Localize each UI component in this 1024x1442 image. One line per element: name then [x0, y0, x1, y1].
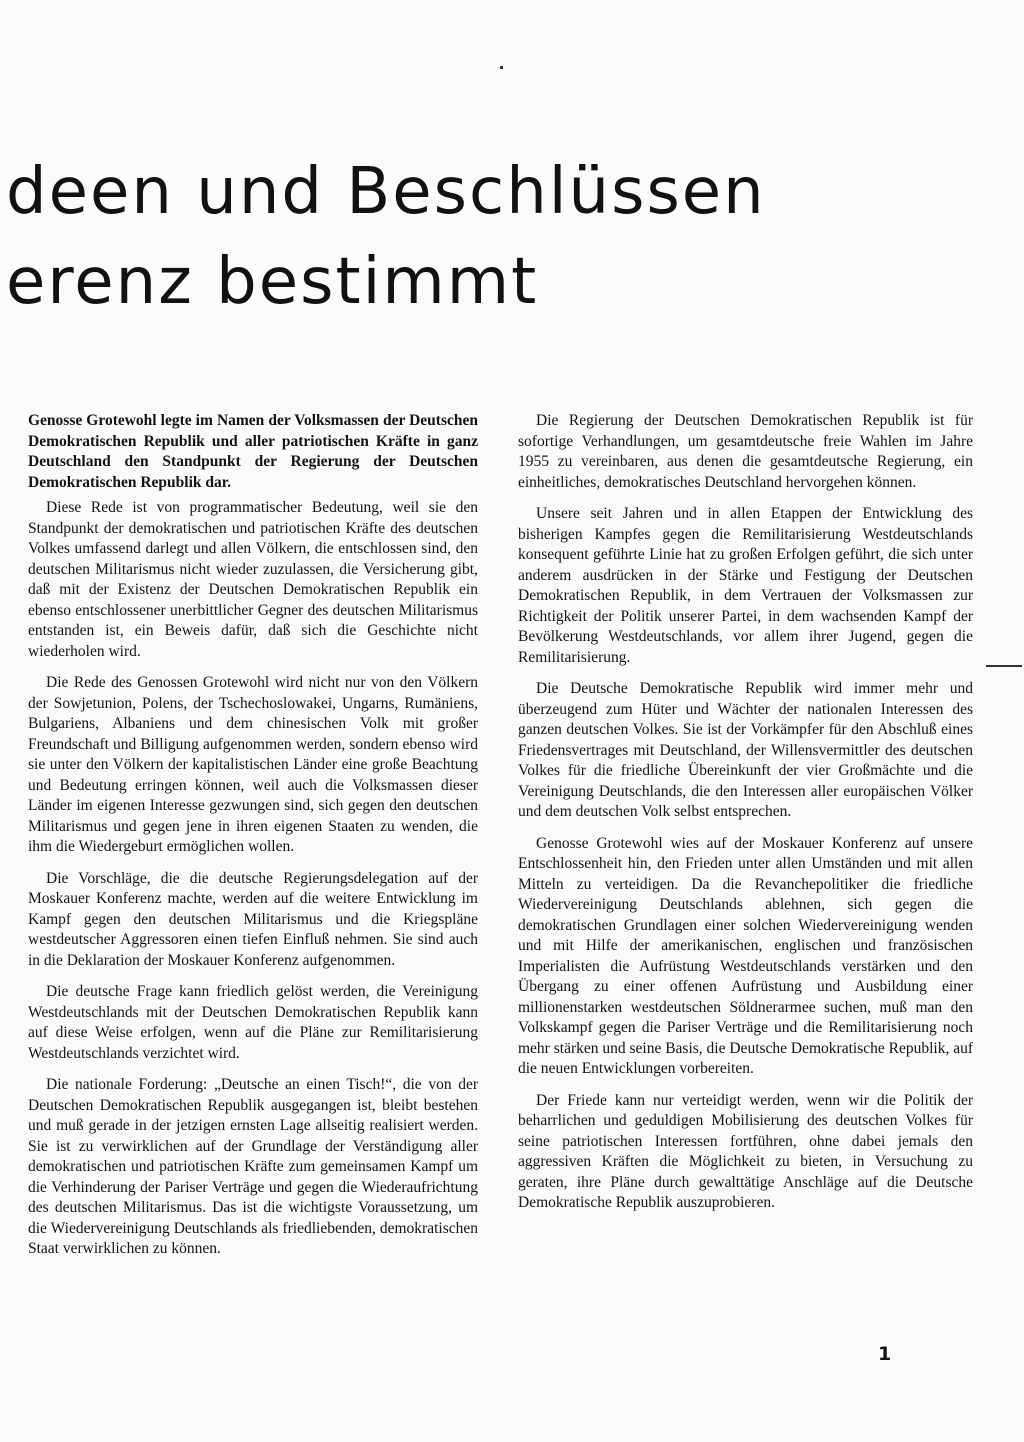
headline-line-1: deen und Beschlüssen: [6, 155, 766, 229]
left-paragraph-3: Die Vorschläge, die die deutsche Regierungsdelegation auf der Moskauer Konferenz machte, werden auf die weitere Entwicklung im Kampf gegen den deutschen Militarismus und die Kriegspläne westdeutscher Aggressoren einen tiefen Einfluß nehmen. Sie sind auch in die Deklaration der Moskauer Konferenz aufgenommen.: [28, 869, 478, 969]
lead-paragraph: Genosse Grotewohl legte im Namen der Volksmassen der Deutschen Demokratischen Republik und aller patriotischen Kräfte in ganz Deutschland den Standpunkt der Regierung der Deutschen Demokratischen Republik dar.: [28, 412, 478, 491]
right-paragraph-5: Der Friede kann nur verteidigt werden, wenn wir die Politik der beharrlichen und geduldigen Mobilisierung des deutschen Volkes für seine patriotischen Interessen fortführen, ohne dabei jemals den aggressiven Kräften die Möglichkeit zu bieten, in Versuchung zu geraten, ihre Pläne durch gewalttätige Anschläge auf die Deutsche Demokratische Republik auszuprobieren.: [518, 1091, 973, 1211]
right-paragraph-1: Die Regierung der Deutschen Demokratischen Republik ist für sofortige Verhandlungen, um gesamtdeutsche freie Wahlen im Jahre 1955 zu vereinbaren, aus denen die gesamtdeutsche Regierung, ein einheitliches, demokratisches Deutschland hervorgehen können.: [518, 412, 973, 491]
left-paragraph-4: Die deutsche Frage kann friedlich gelöst werden, die Vereinigung Westdeutschlands mit der Deutschen Demokratischen Republik kann auf diese Weise erfolgen, wenn auf die Pläne zur Remilitarisierung Westdeutschlands verzichtet wird.: [28, 983, 478, 1062]
left-paragraph-2: Die Rede des Genossen Grotewohl wird nicht nur von den Völkern der Sowjetunion, Polens, der Tschechoslowakei, Ungarns, Rumäniens, Bulgariens, Albaniens und dem chinesischen Volk mit großer Freundschaft und Billigung aufgenommen werden, sondern ebenso wird sie unter den Völkern der kapitalistischen Länder eine große Beachtung und Bedeutung erringen können, weil auch die Volksmassen dieser Länder im eigenen Interesse gezwungen sind, sich gegen den deutschen Militarismus und gegen jene in ihren eigenen Staaten zu wenden, die ihm die Wiedergeburt ermöglichen wollen.: [28, 674, 478, 855]
left-column: [28, 411, 478, 1271]
left-paragraph-1: Diese Rede ist von programmatischer Bedeutung, weil sie den Standpunkt der demokratischen und patriotischen Kräfte des deutschen Volkes umfassend darlegt und allen Völkern, die entschlossen sind, den deutschen Militarismus nicht wieder zuzulassen, die Versicherung gibt, daß mit der Existenz der Deutschen Demokratischen Republik ein ebenso entschlossener unerbittlicher Gegner des deutschen Militarismus entstanden ist, ein Beweis dafür, daß sich die Geschichte nicht wiederholen wird.: [28, 499, 478, 660]
headline-line-2: erenz bestimmt: [6, 245, 539, 319]
right-paragraph-3: Die Deutsche Demokratische Republik wird immer mehr und überzeugend zum Hüter und Wächter der nationalen Interessen des ganzen deutschen Volkes. Sie ist der Vorkämpfer für den Abschluß eines Friedensvertrages mit Deutschland, der Willensvermittler des deutschen Volkes für die friedliche Übereinkunft der vier Großmächte und die Vereinigung Deutschlands, die den Interessen aller europäischen Völker und dem deutschen Volk selbst entsprechen.: [518, 680, 973, 820]
scan-mark-dot: [500, 66, 503, 69]
right-paragraph-2: Unsere seit Jahren und in allen Etappen der Entwicklung des bisherigen Kampfes gegen die Remilitarisierung Westdeutschlands konsequent geführte Linie hat zu großen Erfolgen geführt, die sich unter anderem ausdrücken in der Stärke und Festigung der Deutschen Demokratischen Republik, in dem Vertrauen der Volksmassen zur Richtigkeit der Politik unserer Partei, in dem wachsenden Kampf der Bevölkerung Westdeutschlands, vor allem ihrer Jugend, gegen die Remilitarisierung.: [518, 505, 973, 666]
right-paragraph-4: Genosse Grotewohl wies auf der Moskauer Konferenz auf unsere Entschlossenheit hin, den Frieden unter allen Umständen und mit allen Mitteln zu verteidigen. Da die Revanchepolitiker die friedliche Wiedervereinigung Deutschlands ablehnen, sich gegen die demokratischen Grundlagen einer solchen Wiedervereinigung wenden und mit Hilfe der amerikanischen, englischen und französischen Imperialisten die Aufrüstung Westdeutschlands verstärken und den Übergang zu einer offenen Aufrüstung und Ausbildung einer millionenstarken westdeutschen Söldnerarmee suchen, muß man den Volkskampf gegen die Pariser Verträge und die Remilitarisierung noch mehr stärken und seine Basis, die Deutsche Demokratische Republik, auf die neuen Entwicklungen vorbereiten.: [518, 834, 973, 1077]
scan-mark-dash: [986, 665, 1022, 667]
right-column: [518, 411, 973, 1225]
left-paragraph-5: Die nationale Forderung: „Deutsche an einen Tisch!“, die von der Deutschen Demokratischen Republik ausgegangen ist, bleibt bestehen und muß gerade in der jetzigen ernsten Lage allseitig realisiert werden. Sie ist zu verwirklichen auf der Grundlage der Verständigung aller demokratischen und patriotischen Kräfte zum gemeinsamen Kampf um die Verhinderung der Pariser Verträge und gegen die Wiederaufrichtung des deutschen Militarismus. Das ist die wichtigste Voraussetzung, um die Wiedervereinigung Deutschlands als friedliebenden, demokratischen Staat verwirklichen zu können.: [28, 1076, 478, 1257]
page-number: 1: [878, 1343, 892, 1365]
